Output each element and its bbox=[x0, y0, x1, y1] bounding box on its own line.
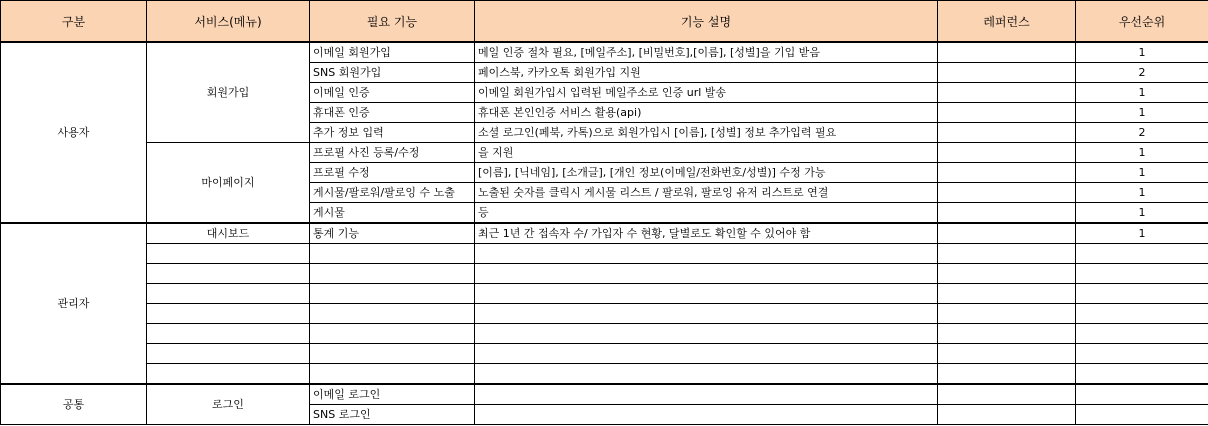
table-row bbox=[1, 143, 1208, 163]
description-cell[interactable]: 이메일 회원가입시 입력된 메일주소로 인증 url 발송 bbox=[475, 83, 938, 103]
priority-cell[interactable] bbox=[1076, 324, 1208, 344]
priority-cell[interactable] bbox=[1076, 364, 1208, 385]
priority-cell[interactable] bbox=[1076, 344, 1208, 364]
priority-cell[interactable]: 1 bbox=[1076, 163, 1208, 183]
feature-cell[interactable] bbox=[310, 304, 475, 324]
service-cell[interactable] bbox=[147, 304, 310, 324]
description-cell[interactable]: 소셜 로그인(페북, 카톡)으로 회원가입시 [이름], [성별] 정보 추가입력 필요 bbox=[475, 123, 938, 143]
service-cell-login[interactable]: 로그인 bbox=[147, 384, 310, 425]
feature-cell[interactable]: 이메일 인증 bbox=[310, 83, 475, 103]
feature-cell[interactable]: 추가 정보 입력 bbox=[310, 123, 475, 143]
service-cell-dashboard[interactable]: 대시보드 bbox=[147, 223, 310, 244]
description-cell[interactable] bbox=[475, 284, 938, 304]
description-cell[interactable] bbox=[475, 244, 938, 264]
header-reference[interactable]: 레퍼런스 bbox=[938, 1, 1076, 43]
priority-cell[interactable]: 1 bbox=[1076, 143, 1208, 163]
priority-cell[interactable]: 1 bbox=[1076, 203, 1208, 224]
service-cell-mypage[interactable]: 마이페이지 bbox=[147, 143, 310, 224]
table-row bbox=[1, 284, 1208, 304]
description-cell[interactable] bbox=[475, 405, 938, 425]
feature-cell[interactable] bbox=[310, 244, 475, 264]
description-cell[interactable] bbox=[475, 264, 938, 284]
feature-cell[interactable] bbox=[310, 324, 475, 344]
header-description[interactable]: 기능 설명 bbox=[475, 1, 938, 43]
priority-cell[interactable]: 2 bbox=[1076, 123, 1208, 143]
description-cell[interactable] bbox=[475, 324, 938, 344]
reference-cell[interactable] bbox=[938, 364, 1076, 385]
group-cell-common[interactable]: 공통 bbox=[1, 384, 147, 425]
service-cell[interactable] bbox=[147, 364, 310, 385]
priority-cell[interactable] bbox=[1076, 405, 1208, 425]
header-priority[interactable]: 우선순위 bbox=[1076, 1, 1208, 43]
feature-cell[interactable]: 이메일 회원가입 bbox=[310, 42, 475, 63]
group-cell-admin[interactable]: 관리자 bbox=[1, 223, 147, 384]
service-cell[interactable] bbox=[147, 284, 310, 304]
description-cell[interactable] bbox=[475, 344, 938, 364]
table-row bbox=[1, 264, 1208, 284]
reference-cell[interactable] bbox=[938, 264, 1076, 284]
service-cell-signup[interactable]: 회원가입 bbox=[147, 42, 310, 143]
header-category[interactable]: 구분 bbox=[1, 1, 147, 43]
feature-cell[interactable]: 이메일 로그인 bbox=[310, 384, 475, 405]
reference-cell[interactable] bbox=[938, 284, 1076, 304]
priority-cell[interactable]: 2 bbox=[1076, 63, 1208, 83]
table-row bbox=[1, 324, 1208, 344]
feature-cell[interactable]: 프로필 수정 bbox=[310, 163, 475, 183]
feature-cell[interactable]: 프로필 사진 등록/수정 bbox=[310, 143, 475, 163]
description-cell[interactable]: [이름], [닉네임], [소개글], [개인 정보(이메일/전화번호/성별)] 수정 가능 bbox=[475, 163, 938, 183]
description-cell[interactable]: 최근 1년 간 접속자 수/ 가입자 수 현황, 달별로도 확인할 수 있어야 함 bbox=[475, 223, 938, 244]
priority-cell[interactable] bbox=[1076, 244, 1208, 264]
reference-cell[interactable] bbox=[938, 103, 1076, 123]
group-cell-user[interactable]: 사용자 bbox=[1, 42, 147, 223]
reference-cell[interactable] bbox=[938, 83, 1076, 103]
table-row bbox=[1, 223, 1208, 244]
feature-cell[interactable] bbox=[310, 284, 475, 304]
reference-cell[interactable] bbox=[938, 324, 1076, 344]
reference-cell[interactable] bbox=[938, 163, 1076, 183]
reference-cell[interactable] bbox=[938, 405, 1076, 425]
description-cell[interactable]: 페이스북, 카카오톡 회원가입 지원 bbox=[475, 63, 938, 83]
reference-cell[interactable] bbox=[938, 203, 1076, 224]
feature-cell[interactable]: 게시물/팔로워/팔로잉 수 노출 bbox=[310, 183, 475, 203]
service-cell[interactable] bbox=[147, 244, 310, 264]
description-cell[interactable]: 메일 인증 절차 필요, [메일주소], [비밀번호],[이름], [성별]을 기입 받음 bbox=[475, 42, 938, 63]
priority-cell[interactable]: 1 bbox=[1076, 223, 1208, 244]
priority-cell[interactable]: 1 bbox=[1076, 83, 1208, 103]
priority-cell[interactable] bbox=[1076, 304, 1208, 324]
feature-cell[interactable] bbox=[310, 364, 475, 385]
feature-cell[interactable] bbox=[310, 344, 475, 364]
table-row bbox=[1, 364, 1208, 385]
feature-cell[interactable]: SNS 로그인 bbox=[310, 405, 475, 425]
reference-cell[interactable] bbox=[938, 63, 1076, 83]
header-row bbox=[1, 1, 1208, 43]
reference-cell[interactable] bbox=[938, 223, 1076, 244]
reference-cell[interactable] bbox=[938, 183, 1076, 203]
reference-cell[interactable] bbox=[938, 344, 1076, 364]
reference-cell[interactable] bbox=[938, 244, 1076, 264]
header-service[interactable]: 서비스(메뉴) bbox=[147, 1, 310, 43]
priority-cell[interactable]: 1 bbox=[1076, 103, 1208, 123]
reference-cell[interactable] bbox=[938, 304, 1076, 324]
service-cell[interactable] bbox=[147, 324, 310, 344]
priority-cell[interactable] bbox=[1076, 284, 1208, 304]
priority-cell[interactable] bbox=[1076, 384, 1208, 405]
feature-cell[interactable]: 휴대폰 인증 bbox=[310, 103, 475, 123]
service-cell[interactable] bbox=[147, 264, 310, 284]
feature-cell[interactable] bbox=[310, 264, 475, 284]
description-cell[interactable]: 노출된 숫자를 클릭시 게시물 리스트 / 팔로워, 팔로잉 유저 리스트로 연결 bbox=[475, 183, 938, 203]
description-cell[interactable] bbox=[475, 384, 938, 405]
feature-cell[interactable]: 게시물 bbox=[310, 203, 475, 224]
table-row bbox=[1, 42, 1208, 63]
reference-cell[interactable] bbox=[938, 143, 1076, 163]
feature-cell[interactable]: SNS 회원가입 bbox=[310, 63, 475, 83]
description-cell[interactable] bbox=[475, 364, 938, 385]
reference-cell[interactable] bbox=[938, 42, 1076, 63]
header-feature[interactable]: 필요 기능 bbox=[310, 1, 475, 43]
description-cell[interactable] bbox=[475, 304, 938, 324]
description-cell[interactable]: 휴대폰 본인인증 서비스 활용(api) bbox=[475, 103, 938, 123]
feature-cell[interactable]: 통계 기능 bbox=[310, 223, 475, 244]
service-cell[interactable] bbox=[147, 344, 310, 364]
reference-cell[interactable] bbox=[938, 123, 1076, 143]
table-row bbox=[1, 384, 1208, 405]
table-row bbox=[1, 344, 1208, 364]
reference-cell[interactable] bbox=[938, 384, 1076, 405]
description-cell[interactable]: 을 지원 bbox=[475, 143, 938, 163]
table-row bbox=[1, 304, 1208, 324]
priority-cell[interactable]: 1 bbox=[1076, 183, 1208, 203]
priority-cell[interactable] bbox=[1076, 264, 1208, 284]
table-row bbox=[1, 244, 1208, 264]
description-cell[interactable]: 등 bbox=[475, 203, 938, 224]
priority-cell[interactable]: 1 bbox=[1076, 42, 1208, 63]
